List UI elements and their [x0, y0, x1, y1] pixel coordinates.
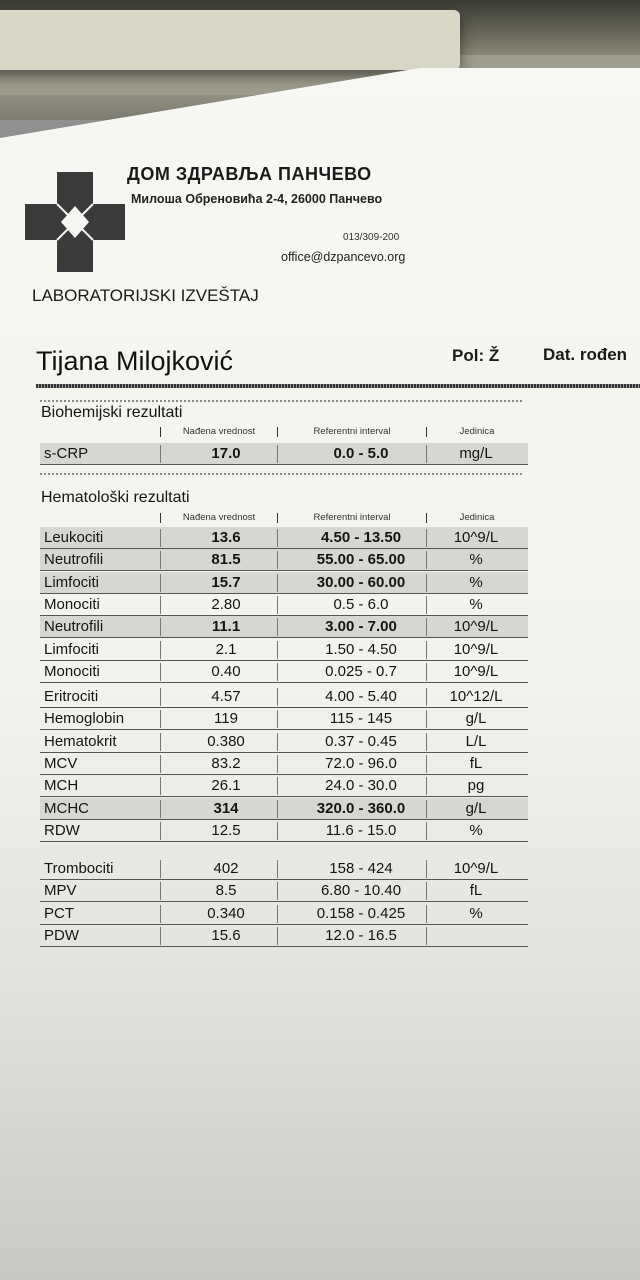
cell-separator [160, 445, 161, 463]
column-header-value: Nađena vrednost [182, 512, 256, 523]
cell-separator [426, 688, 427, 706]
reference-interval: 158 - 424 [329, 860, 393, 877]
result-value: 4.57 [211, 688, 241, 705]
analyte-name: MCHC [44, 799, 89, 817]
result-row [40, 594, 528, 616]
cell-separator [160, 596, 161, 614]
cell-separator [277, 860, 278, 878]
patient-sex: Pol: Ž [452, 346, 500, 365]
result-row [40, 572, 528, 594]
report-title: LABORATORIJSKI IZVEŠTAJ [32, 286, 259, 305]
analyte-name: MCH [44, 777, 79, 795]
result-unit: % [469, 595, 483, 613]
reference-interval: 0.0 - 5.0 [333, 445, 389, 462]
result-unit [426, 925, 526, 946]
cell-separator [160, 800, 161, 818]
result-unit: L/L [465, 732, 487, 750]
result-row [40, 858, 528, 880]
analyte-name: Limfociti [44, 640, 100, 658]
result-unit: 10^9/L [453, 860, 499, 877]
cell-separator [277, 800, 278, 818]
cell-separator [277, 710, 278, 728]
cell-separator [160, 688, 161, 706]
reference-interval: 0.158 - 0.425 [316, 904, 406, 922]
column-separator [277, 427, 278, 437]
result-value: 2.1 [215, 640, 237, 658]
column-separator [160, 427, 161, 437]
cell-separator [426, 733, 427, 751]
analyte-name: MCV [44, 754, 78, 772]
result-row [40, 616, 528, 638]
result-value: 402 [213, 860, 239, 877]
cell-separator [426, 529, 427, 547]
cell-separator [160, 927, 161, 945]
cell-separator [277, 574, 278, 592]
column-header-unit: Jedinica [459, 512, 495, 523]
cell-separator [160, 710, 161, 728]
cell-separator [160, 777, 161, 795]
result-value: 12.5 [211, 821, 241, 839]
column-separator [277, 513, 278, 523]
cell-separator [160, 860, 161, 878]
result-value: 119 [214, 710, 238, 728]
hematology-section-title: Hematološki rezultati [41, 489, 190, 506]
result-unit: 10^9/L [453, 618, 499, 636]
cell-separator [160, 822, 161, 840]
result-row [40, 686, 528, 708]
result-value: 2.80 [211, 595, 241, 613]
cell-separator [277, 445, 278, 463]
institution-phone: 013/309-200 [343, 232, 400, 243]
institution-address: Милоша Обреновића 2-4, 26000 Панчево [131, 192, 383, 206]
analyte-name: Eritrociti [44, 688, 99, 705]
result-row [40, 820, 528, 842]
reference-interval: 4.50 - 13.50 [320, 529, 402, 546]
cell-separator [160, 529, 161, 547]
institution-email: office@dzpancevo.org [281, 250, 406, 264]
result-value: 26.1 [211, 777, 241, 795]
cell-separator [426, 860, 427, 878]
cell-separator [426, 663, 427, 681]
result-value: 15.6 [211, 926, 241, 944]
cell-separator [426, 800, 427, 818]
cell-separator [277, 905, 278, 923]
cell-separator [426, 905, 427, 923]
result-row [40, 639, 528, 661]
column-separator [426, 427, 427, 437]
analyte-name: Leukociti [44, 529, 104, 546]
cell-separator [426, 777, 427, 795]
analyte-name: Neutrofili [44, 551, 104, 569]
health-center-cross-logo [25, 172, 125, 272]
reference-interval: 12.0 - 16.5 [325, 926, 397, 944]
cell-separator [277, 596, 278, 614]
cell-separator [426, 927, 427, 945]
section-divider [40, 400, 523, 402]
result-unit: g/L [465, 710, 487, 728]
cell-separator [277, 641, 278, 659]
result-unit: fL [469, 882, 483, 900]
column-separator [426, 513, 427, 523]
reference-interval: 30.00 - 60.00 [316, 573, 406, 591]
reference-interval: 0.37 - 0.45 [325, 732, 397, 750]
cell-separator [426, 551, 427, 569]
result-unit: % [469, 573, 483, 591]
cell-separator [277, 551, 278, 569]
analyte-name: s-CRP [44, 445, 89, 462]
result-row [40, 527, 528, 549]
result-unit: fL [469, 754, 483, 772]
cell-separator [277, 733, 278, 751]
column-header-reference: Referentni interval [313, 426, 391, 437]
cell-separator [277, 755, 278, 773]
reference-interval: 55.00 - 65.00 [316, 551, 406, 569]
result-row [40, 903, 528, 925]
cell-separator [426, 596, 427, 614]
cell-separator [277, 663, 278, 681]
result-row [40, 661, 528, 683]
reference-interval: 11.6 - 15.0 [325, 821, 397, 839]
result-row [40, 753, 528, 775]
analyte-name: Hematokrit [44, 732, 117, 750]
analyte-name: Monociti [44, 595, 100, 613]
cell-separator [277, 529, 278, 547]
result-unit: 10^9/L [453, 529, 499, 546]
institution-name: ДОМ ЗДРАВЉА ПАНЧЕВО [127, 164, 372, 184]
result-unit: % [469, 551, 483, 569]
cell-separator [277, 618, 278, 636]
cell-separator [426, 445, 427, 463]
cell-separator [160, 574, 161, 592]
analyte-name: RDW [44, 821, 80, 839]
result-row [40, 798, 528, 820]
result-row [40, 443, 528, 465]
result-value: 314 [213, 799, 239, 817]
cell-separator [277, 688, 278, 706]
biochem-section-title: Biohemijski rezultati [41, 404, 183, 421]
analyte-name: Monociti [44, 662, 100, 680]
patient-name: Tijana Milojković [36, 346, 234, 376]
analyte-name: Hemoglobin [44, 710, 125, 728]
reference-interval: 72.0 - 96.0 [325, 754, 397, 772]
analyte-name: Trombociti [44, 860, 114, 877]
reference-interval: 320.0 - 360.0 [316, 799, 406, 817]
analyte-name: PCT [44, 904, 74, 922]
reference-interval: 0.025 - 0.7 [325, 662, 397, 680]
reference-interval: 115 - 145 [329, 710, 393, 728]
analyte-name: Limfociti [44, 573, 100, 591]
cell-separator [426, 641, 427, 659]
result-value: 0.380 [207, 732, 245, 750]
cell-separator [160, 663, 161, 681]
analyte-name: MPV [44, 882, 77, 900]
result-unit: 10^9/L [453, 662, 499, 680]
result-unit: % [469, 904, 483, 922]
result-value: 15.7 [211, 573, 241, 591]
result-row [40, 731, 528, 753]
column-header-unit: Jedinica [459, 426, 495, 437]
result-value: 11.1 [211, 618, 241, 636]
column-separator [160, 513, 161, 523]
result-value: 83.2 [211, 754, 241, 772]
cell-separator [160, 882, 161, 900]
reference-interval: 3.00 - 7.00 [325, 618, 397, 636]
result-unit: 10^12/L [449, 688, 503, 705]
result-value: 0.340 [207, 904, 245, 922]
result-row [40, 549, 528, 571]
result-value: 13.6 [211, 529, 241, 546]
result-value: 8.5 [215, 882, 237, 900]
cell-separator [160, 618, 161, 636]
result-unit: 10^9/L [453, 640, 499, 658]
cell-separator [277, 882, 278, 900]
cell-separator [160, 641, 161, 659]
cell-separator [160, 755, 161, 773]
cell-separator [277, 927, 278, 945]
reference-interval: 24.0 - 30.0 [325, 777, 397, 795]
analyte-name: PDW [44, 926, 79, 944]
header-divider [36, 384, 640, 388]
cell-separator [277, 822, 278, 840]
cell-separator [426, 755, 427, 773]
result-value: 81.5 [211, 551, 241, 569]
result-unit: g/L [465, 799, 487, 817]
result-row [40, 775, 528, 797]
cell-separator [426, 882, 427, 900]
cell-separator [160, 733, 161, 751]
reference-interval: 1.50 - 4.50 [325, 640, 397, 658]
result-unit: mg/L [459, 445, 493, 462]
result-value: 0.40 [211, 662, 241, 680]
analyte-name: Neutrofili [44, 618, 104, 636]
cell-separator [426, 618, 427, 636]
section-divider [40, 473, 523, 475]
result-row [40, 708, 528, 730]
result-row [40, 880, 528, 902]
cell-separator [426, 710, 427, 728]
cell-separator [426, 822, 427, 840]
reference-interval: 0.5 - 6.0 [333, 595, 389, 613]
result-unit: % [469, 821, 483, 839]
patient-dob-label: Dat. rođen [543, 345, 628, 364]
cell-separator [160, 551, 161, 569]
cell-separator [426, 574, 427, 592]
cell-separator [277, 777, 278, 795]
result-value: 17.0 [211, 445, 241, 462]
column-header-value: Nađena vrednost [182, 426, 256, 437]
result-row [40, 925, 528, 947]
cell-separator [160, 905, 161, 923]
reference-interval: 4.00 - 5.40 [325, 688, 397, 705]
column-header-reference: Referentni interval [313, 512, 391, 523]
reference-interval: 6.80 - 10.40 [320, 882, 402, 900]
result-unit: pg [467, 777, 485, 795]
